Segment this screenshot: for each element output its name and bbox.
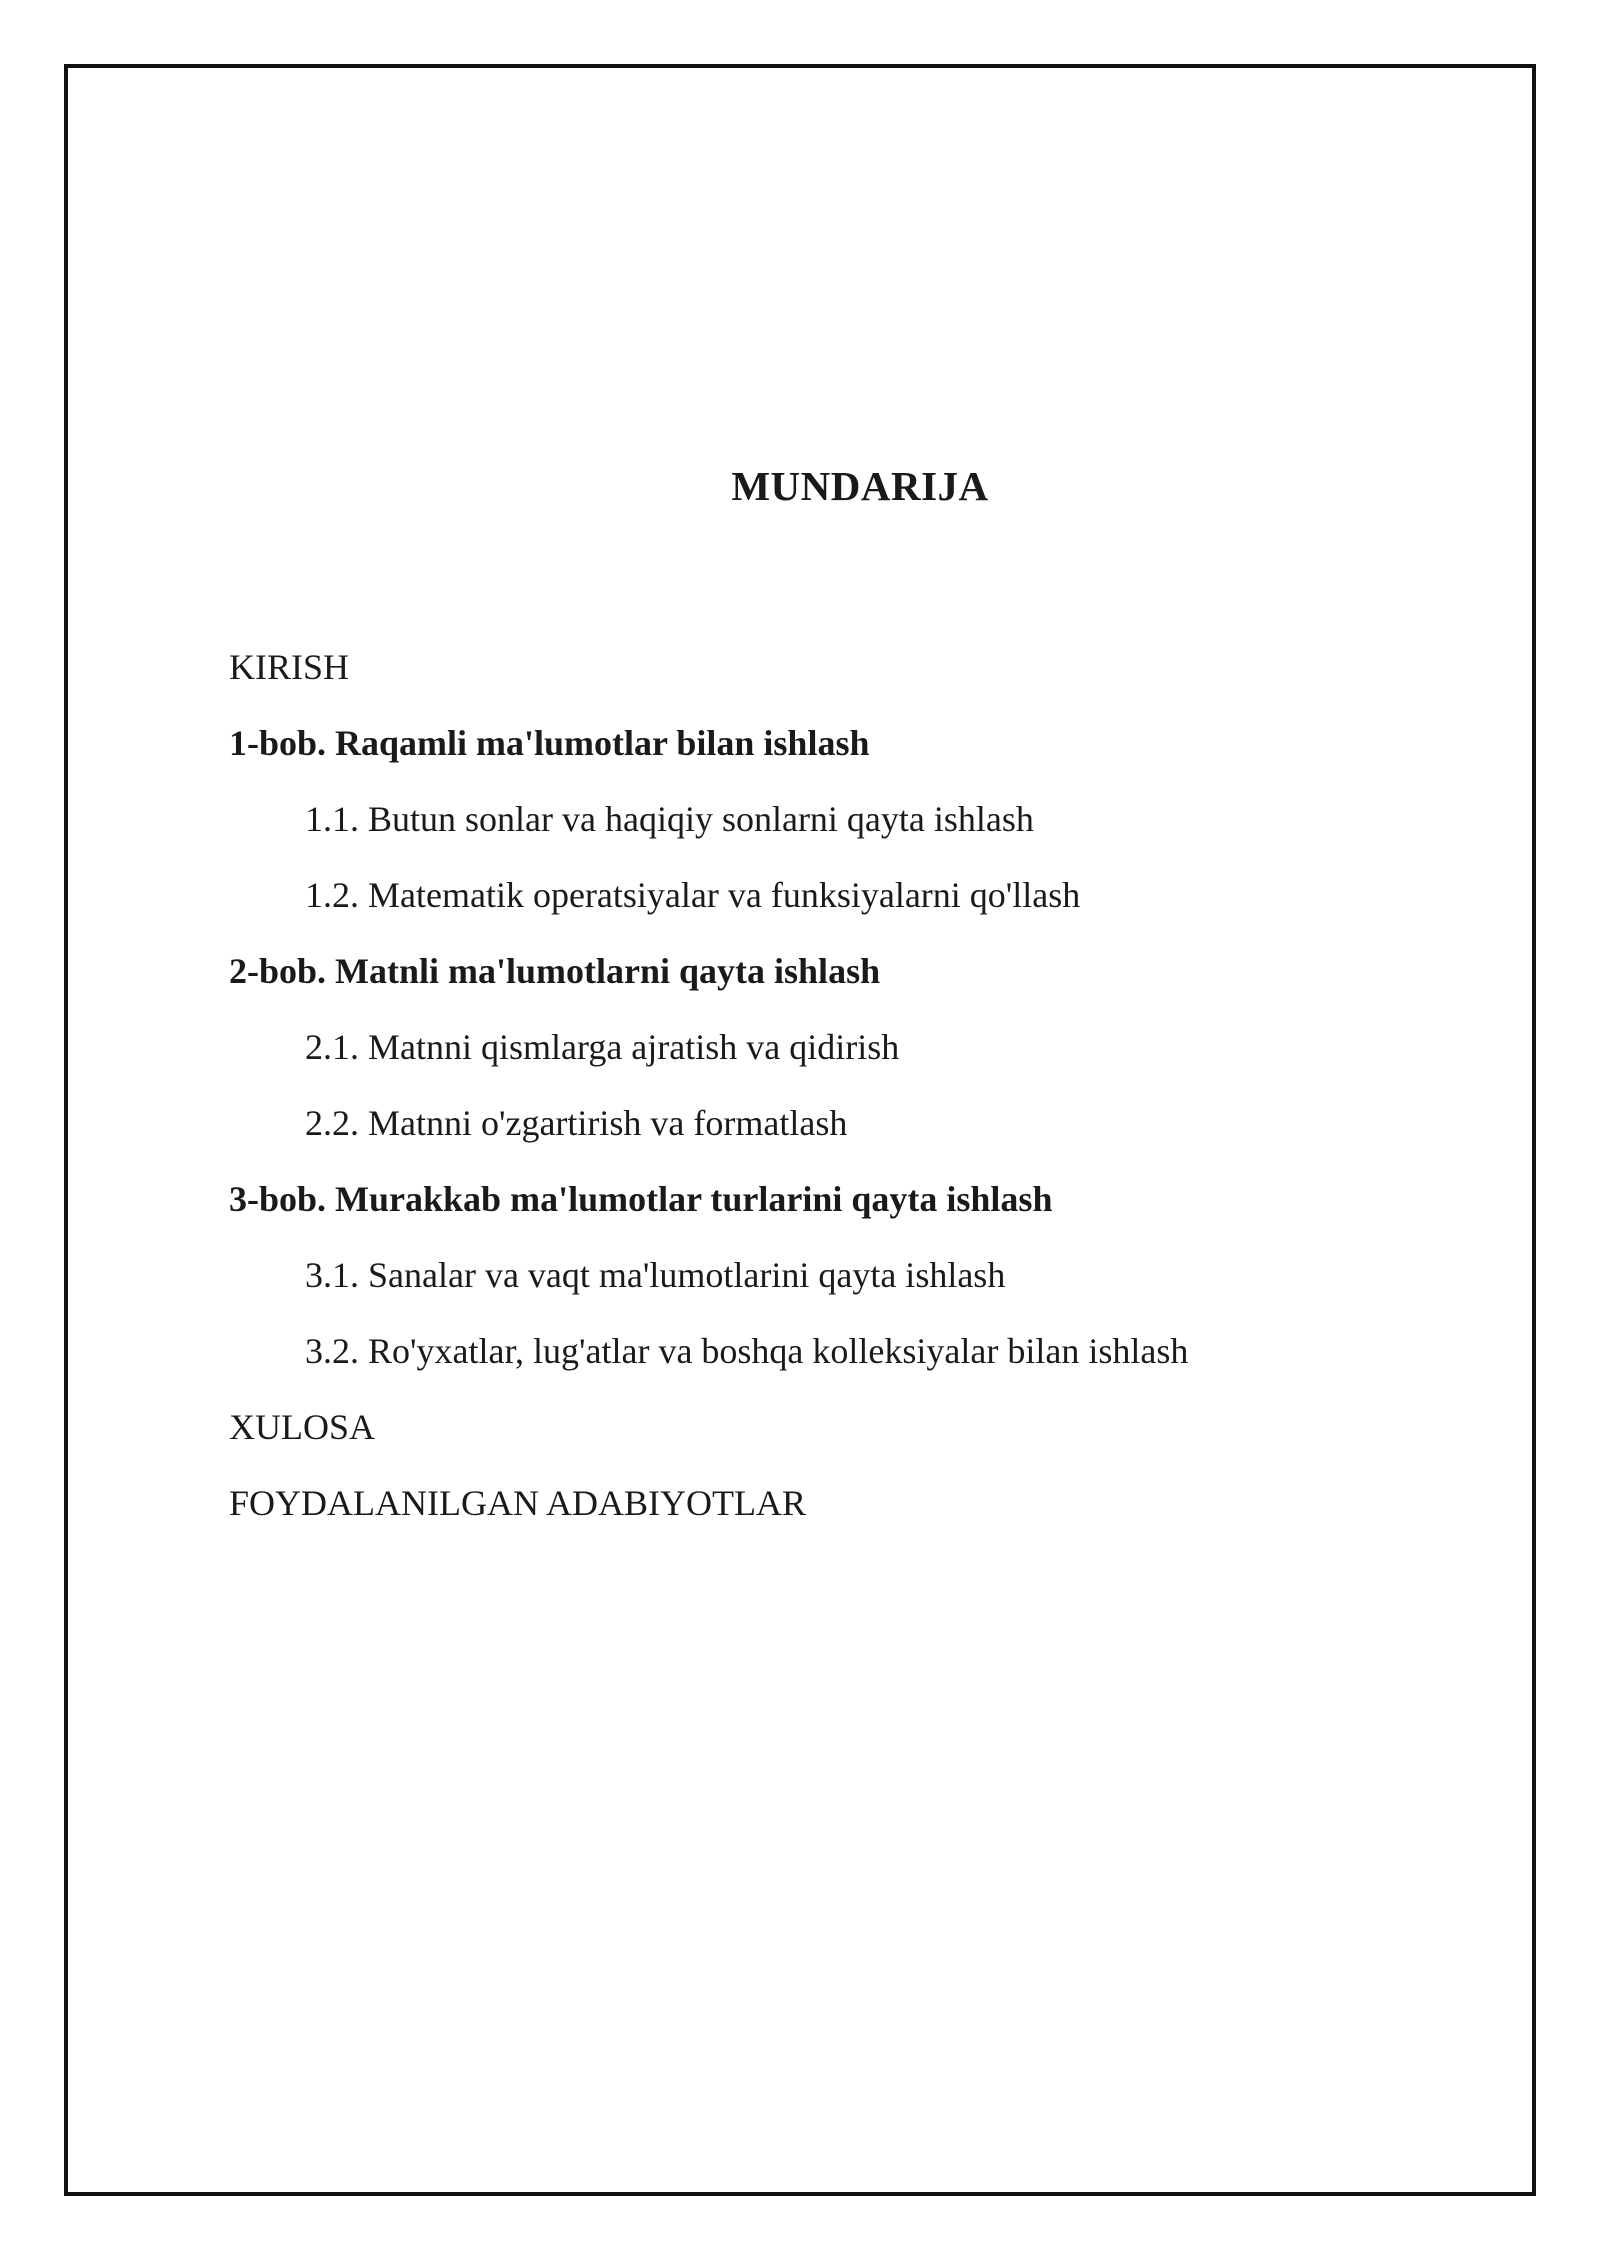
table-of-contents	[229, 639, 1479, 1551]
toc-section-2-1: 2.1. Matnni qismlarga ajratish va qidirish	[305, 1027, 900, 1067]
toc-chapter-2: 2-bob. Matnli ma'lumotlarni qayta ishlash	[229, 951, 881, 991]
toc-section-1-2: 1.2. Matematik operatsiyalar va funksiyalarni qo'llash	[305, 875, 1081, 915]
toc-chapter-1: 1-bob. Raqamli ma'lumotlar bilan ishlash	[229, 723, 870, 763]
page-title: MUNDARIJA	[731, 463, 989, 509]
toc-item-references: FOYDALANILGAN ADABIYOTLAR	[229, 1483, 806, 1523]
toc-item-introduction: KIRISH	[229, 647, 350, 687]
toc-section-3-2: 3.2. Ro'yxatlar, lug'atlar va boshqa kolleksiyalar bilan ishlash	[305, 1331, 1189, 1371]
toc-section-1-1: 1.1. Butun sonlar va haqiqiy sonlarni qayta ishlash	[305, 799, 1034, 839]
toc-chapter-3: 3-bob. Murakkab ma'lumotlar turlarini qayta ishlash	[229, 1179, 1053, 1219]
toc-section-2-2: 2.2. Matnni o'zgartirish va formatlash	[305, 1103, 848, 1143]
toc-section-3-1: 3.1. Sanalar va vaqt ma'lumotlarini qayta ishlash	[305, 1255, 1006, 1295]
toc-item-conclusion: XULOSA	[229, 1407, 376, 1447]
